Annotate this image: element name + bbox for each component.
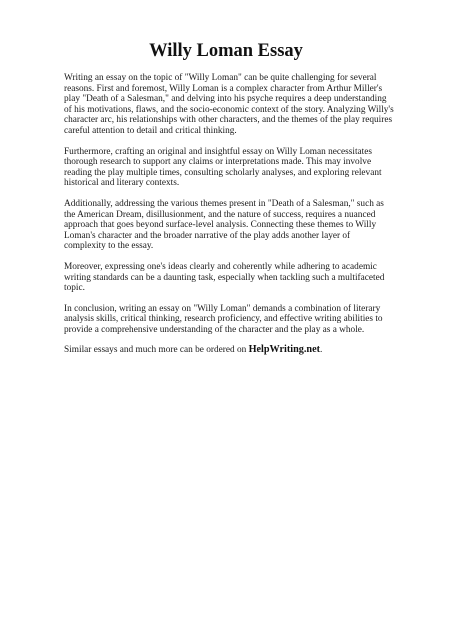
paragraph-conclusion: In conclusion, writing an essay on "Willy Loman" demands a combination of literary analysis skills, critical thinking, research proficiency, and effective writing abilities to provide a comprehensive understanding of the character and the play as a whole. [64,303,383,335]
paragraph-themes: Additionally, addressing the various themes present in "Death of a Salesman," such as the American Dream, disillusionment, and the nature of success, requires a nuanced approach that goes beyond surface-level analysis. Connecting these themes to Willy Loman's character and the broader narrative of the play adds another layer of complexity to the essay. [64,198,384,252]
closing-prefix: Similar essays and much more can be ordered on [64,345,249,356]
paragraph-research: Furthermore, crafting an original and insightful essay on Willy Loman necessitates thorough research to support any claims or interpretations made. This may involve reading the play multiple times, consulting scholarly analyses, and exploring relevant historical and literary contexts. [64,146,382,189]
page-title: Willy Loman Essay [149,41,303,61]
closing-suffix: . [320,345,323,356]
paragraph-intro: Writing an essay on the topic of "Willy Loman" can be quite challenging for several reasons. First and foremost, Willy Loman is a complex character from Arthur Miller's play "Death of a Salesman," and delving into his psyche requires a deep understanding of his motivations, flaws, and the socio-economic context of the story. Analyzing Willy's character arc, his relationships with other characters, and the themes of the play requires careful attention to detail and critical thinking. [64,73,394,136]
site-link[interactable]: HelpWriting.net [248,344,321,356]
closing-line [64,345,394,356]
essay-body [64,73,394,366]
paragraph-expression: Moreover, expressing one's ideas clearly and coherently while adhering to academic writing standards can be a daunting task, especially when tackling such a multifaceted topic. [64,261,385,294]
